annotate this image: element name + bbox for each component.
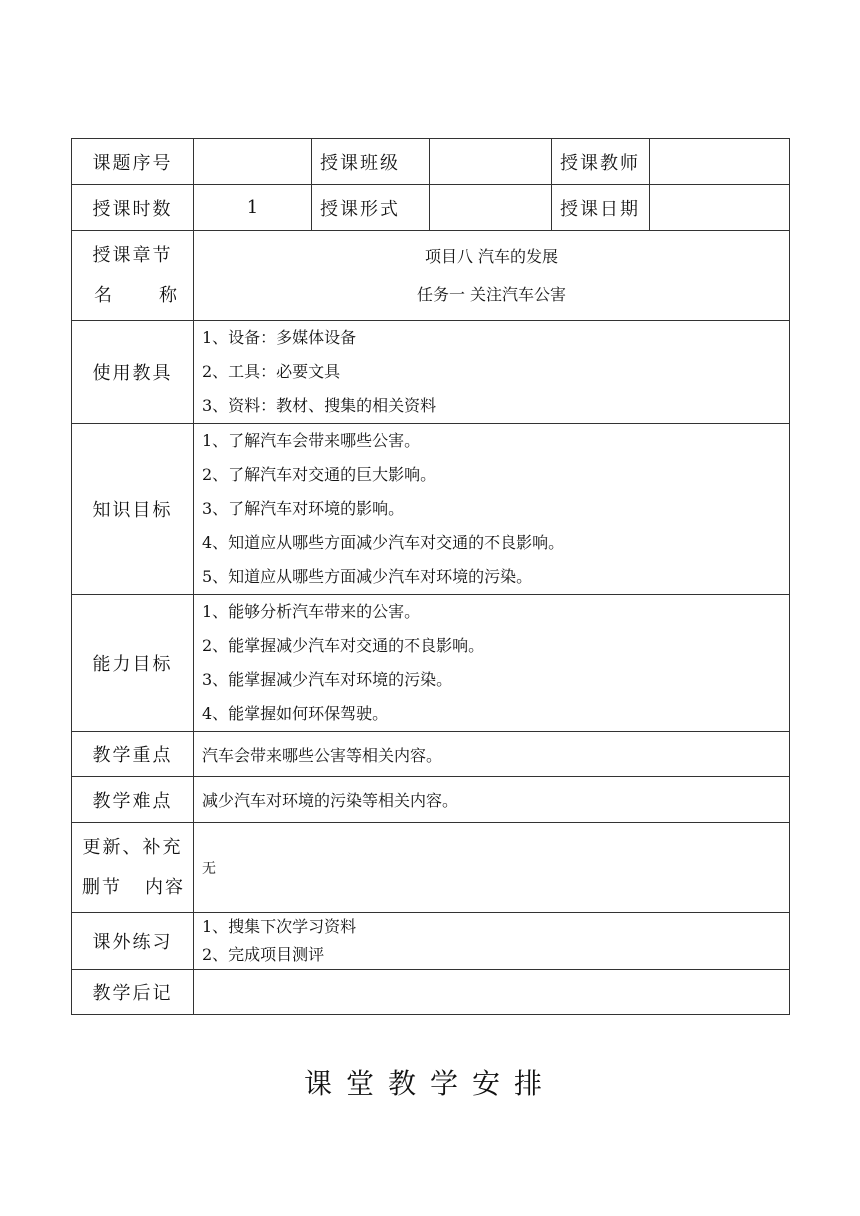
section-title: 课堂教学安排 (303, 1067, 556, 1100)
knowledge-content (194, 424, 790, 595)
chapter-content (194, 231, 790, 321)
row-update (72, 823, 790, 913)
label-homework: 课外练习 (72, 913, 194, 970)
postscript-content (194, 970, 790, 1015)
form-value (430, 185, 552, 231)
teacher-value (650, 139, 790, 185)
label-update-line2 (72, 868, 193, 908)
list-item: 2、工具：必要文具 (202, 362, 341, 381)
row-serial (72, 139, 790, 185)
hours-value: 1 (194, 185, 312, 231)
tools-content (194, 321, 790, 424)
list-item: 1、设备：多媒体设备 (202, 328, 357, 347)
row-key-point (72, 732, 790, 777)
list-item: 3、了解汽车对环境的影响。 (202, 499, 405, 518)
label-update-line1: 更新、补充 (82, 836, 183, 858)
label-chapter-line1: 授课章节 (92, 244, 173, 266)
label-postscript: 教学后记 (72, 970, 194, 1015)
date-value (650, 185, 790, 231)
serial-value (194, 139, 312, 185)
row-hours (72, 185, 790, 231)
label-chapter-cheng: 称 (159, 284, 179, 306)
label-update-content: 内容 (145, 876, 185, 898)
key-point-content: 汽车会带来哪些公害等相关内容。 (194, 732, 790, 777)
label-teacher: 授课教师 (552, 139, 650, 185)
list-item: 2、完成项目测评 (202, 945, 325, 964)
row-postscript (72, 970, 790, 1015)
label-serial: 课题序号 (72, 139, 194, 185)
list-item: 2、能掌握减少汽车对交通的不良影响。 (202, 636, 485, 655)
label-chapter-ming: 名 (94, 284, 114, 306)
difficulty-content: 减少汽车对环境的污染等相关内容。 (194, 777, 790, 823)
row-chapter (72, 231, 790, 321)
list-item: 4、知道应从哪些方面减少汽车对交通的不良影响。 (202, 533, 565, 552)
label-hours: 授课时数 (72, 185, 194, 231)
label-key-point: 教学重点 (72, 732, 194, 777)
list-item: 5、知道应从哪些方面减少汽车对环境的污染。 (202, 567, 533, 586)
row-homework (72, 913, 790, 970)
task-title: 任务一 关注汽车公害 (416, 284, 567, 304)
lesson-plan-table (71, 138, 790, 1015)
list-item: 1、能够分析汽车带来的公害。 (202, 602, 421, 621)
list-item: 4、能掌握如何环保驾驶。 (202, 704, 389, 723)
class-value (430, 139, 552, 185)
label-form: 授课形式 (312, 185, 430, 231)
label-update (72, 823, 194, 913)
label-knowledge: 知识目标 (72, 424, 194, 595)
project-title: 项目八 汽车的发展 (424, 246, 559, 266)
list-item: 3、资料：教材、搜集的相关资料 (202, 396, 437, 415)
row-difficulty (72, 777, 790, 823)
label-tools: 使用教具 (72, 321, 194, 424)
list-item: 2、了解汽车对交通的巨大影响。 (202, 465, 437, 484)
label-chapter-line2 (72, 276, 193, 316)
row-knowledge (72, 424, 790, 595)
update-content: 无 (194, 823, 790, 913)
list-item: 1、搜集下次学习资料 (202, 917, 357, 936)
list-item: 1、了解汽车会带来哪些公害。 (202, 431, 421, 450)
label-class: 授课班级 (312, 139, 430, 185)
homework-content (194, 913, 790, 970)
label-date: 授课日期 (552, 185, 650, 231)
row-ability (72, 595, 790, 732)
label-chapter (72, 231, 194, 321)
row-tools (72, 321, 790, 424)
label-ability: 能力目标 (72, 595, 194, 732)
list-item: 3、能掌握减少汽车对环境的污染。 (202, 670, 453, 689)
label-difficulty: 教学难点 (72, 777, 194, 823)
label-update-delete: 删节 (82, 876, 122, 898)
ability-content (194, 595, 790, 732)
